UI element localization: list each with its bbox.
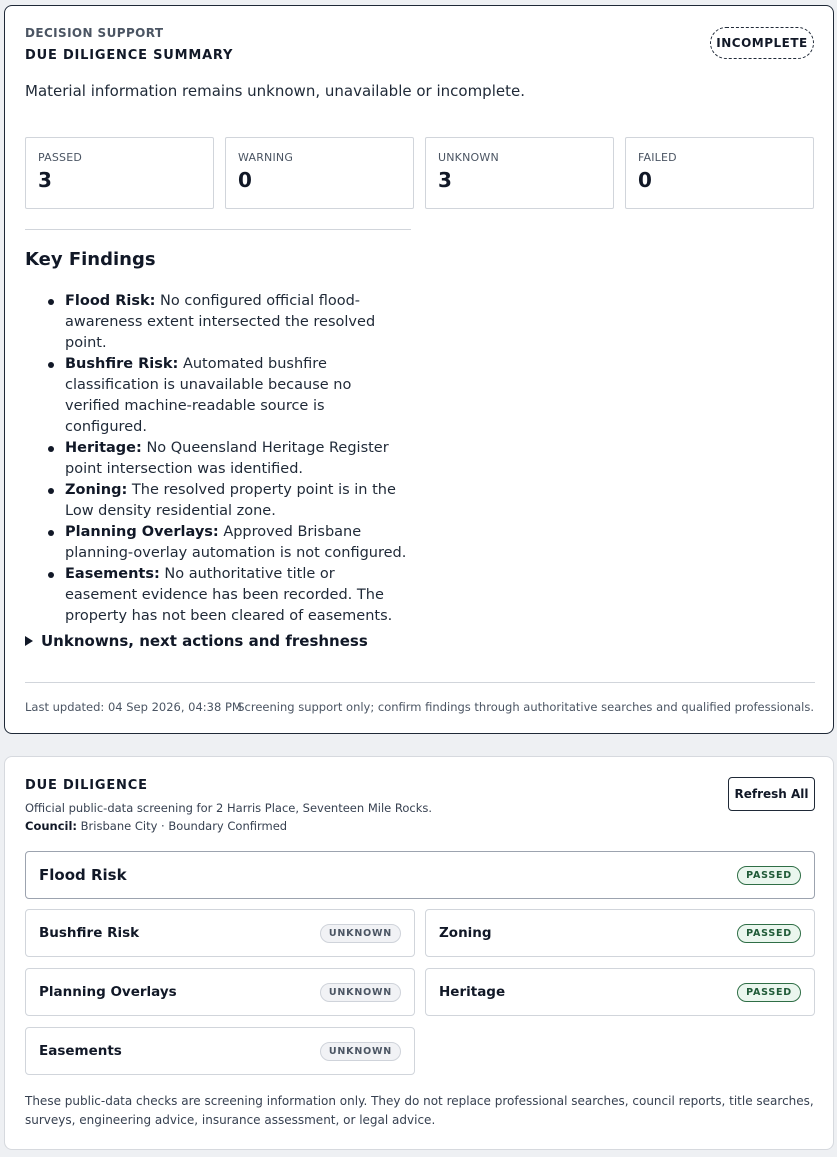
finding-bushfire <box>45 354 410 438</box>
council-label: Council: <box>25 819 78 833</box>
status-badge: PASSED <box>737 983 801 1002</box>
due-diligence-card <box>4 756 834 1150</box>
unknowns-disclosure-toggle[interactable] <box>25 632 368 650</box>
screening-note: Screening support only; confirm findings through authoritative searches and qualified professionals. <box>237 700 814 714</box>
status-badge: PASSED <box>737 866 801 885</box>
key-findings-heading: Key Findings <box>25 249 156 270</box>
key-findings-list <box>45 291 410 627</box>
finding-text: No authoritative title or easement evidence has been recorded. The property has not been cleared of easements. <box>65 566 393 624</box>
check-name: Flood Risk <box>39 866 127 884</box>
finding-text: No Queensland Heritage Register point intersection was identified. <box>65 440 389 477</box>
summary-description: Material information remains unknown, unavailable or incomplete. <box>25 82 525 100</box>
stat-passed <box>25 137 214 209</box>
finding-label: Flood Risk: <box>65 293 156 309</box>
stat-value: 3 <box>38 168 52 192</box>
finding-easements <box>45 564 410 627</box>
finding-zoning <box>45 480 410 522</box>
finding-label: Planning Overlays: <box>65 524 219 540</box>
stat-failed <box>625 137 814 209</box>
summary-eyebrow: DECISION SUPPORT <box>25 26 164 40</box>
due-diligence-subtitle: Official public-data screening for 2 Harris Place, Seventeen Mile Rocks. <box>25 801 433 815</box>
finding-text: No configured official flood-awareness extent intersected the resolved point. <box>65 293 376 351</box>
stat-label: PASSED <box>38 151 83 164</box>
finding-text: Automated bushfire classification is unavailable because no verified machine-readable source is configured. <box>65 356 352 435</box>
last-updated: Last updated: 04 Sep 2026, 04:38 PM <box>25 700 242 714</box>
due-diligence-title: DUE DILIGENCE <box>25 778 148 793</box>
status-badge: UNKNOWN <box>320 1042 401 1061</box>
finding-text: Approved Brisbane planning-overlay automation is not configured. <box>65 524 407 561</box>
disclaimer-text: These public-data checks are screening information only. They do not replace professional searches, council reports, title searches, surveys, engineering advice, insurance assessment, or legal advice. <box>25 1094 814 1127</box>
status-badge: UNKNOWN <box>320 983 401 1002</box>
stat-unknown <box>425 137 614 209</box>
refresh-all-button[interactable]: Refresh All <box>728 777 815 811</box>
finding-label: Heritage: <box>65 440 142 456</box>
check-name: Planning Overlays <box>39 984 177 1000</box>
council-value: Brisbane City · Boundary Confirmed <box>80 819 288 833</box>
check-bushfire-risk[interactable] <box>25 909 415 957</box>
summary-card <box>4 5 834 734</box>
summary-title: DUE DILIGENCE SUMMARY <box>25 48 234 63</box>
status-badge: UNKNOWN <box>320 924 401 943</box>
check-heritage[interactable] <box>425 968 815 1016</box>
check-easements[interactable] <box>25 1027 415 1075</box>
check-name: Heritage <box>439 984 506 1000</box>
status-badge: PASSED <box>737 924 801 943</box>
check-planning-overlays[interactable] <box>25 968 415 1016</box>
finding-heritage <box>45 438 410 480</box>
finding-flood <box>45 291 410 354</box>
stat-label: UNKNOWN <box>438 151 499 164</box>
stat-label: FAILED <box>638 151 677 164</box>
check-zoning[interactable] <box>425 909 815 957</box>
footer-divider <box>25 682 815 683</box>
disclosure-label: Unknowns, next actions and freshness <box>41 632 368 650</box>
findings-divider <box>25 229 411 230</box>
stat-label: WARNING <box>238 151 294 164</box>
check-name: Bushfire Risk <box>39 925 140 941</box>
stat-warning <box>225 137 414 209</box>
council-info <box>25 819 287 833</box>
finding-label: Bushfire Risk: <box>65 356 179 372</box>
disclosure-triangle-icon <box>25 636 33 646</box>
finding-text: The resolved property point is in the Low density residential zone. <box>65 482 396 519</box>
check-name: Easements <box>39 1043 122 1059</box>
check-name: Zoning <box>439 925 492 941</box>
stat-value: 3 <box>438 168 452 192</box>
stat-value: 0 <box>238 168 252 192</box>
check-flood-risk[interactable] <box>25 851 815 899</box>
finding-overlays <box>45 522 410 564</box>
status-badge: INCOMPLETE <box>710 27 814 59</box>
stat-value: 0 <box>638 168 652 192</box>
finding-label: Easements: <box>65 566 160 582</box>
finding-label: Zoning: <box>65 482 128 498</box>
